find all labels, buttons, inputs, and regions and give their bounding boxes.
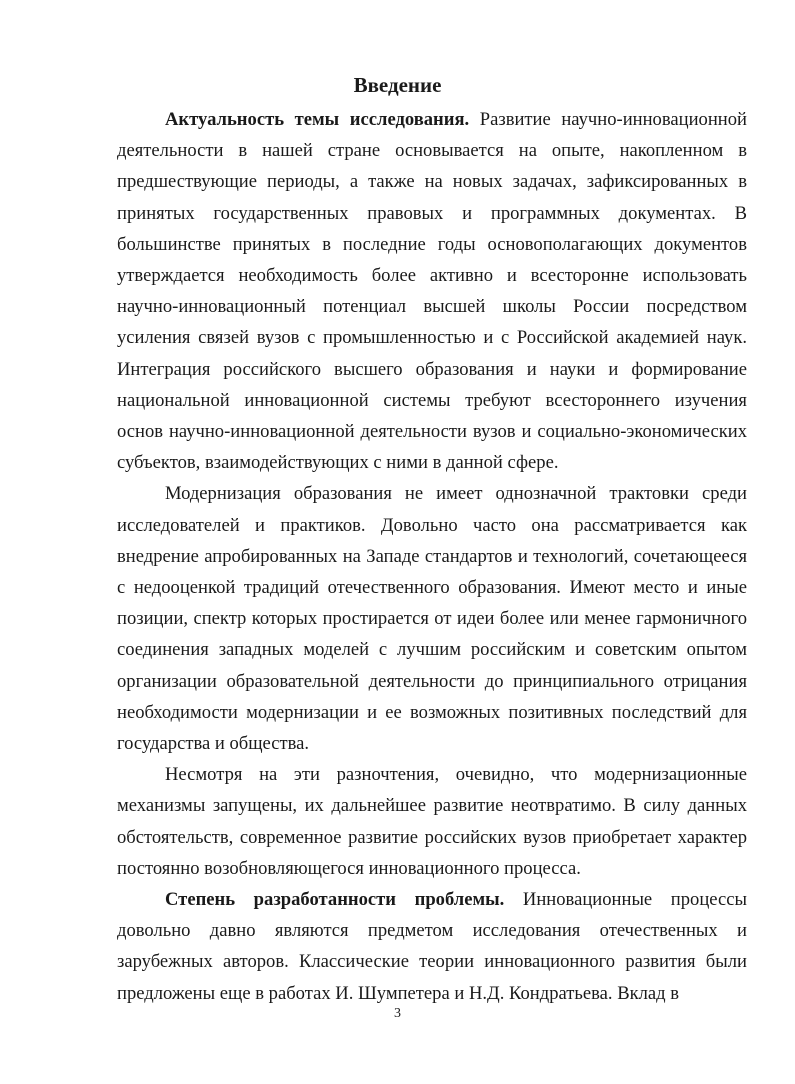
paragraph-mechanisms — [117, 759, 747, 884]
paragraph-degree-of-development — [117, 884, 747, 1009]
page-title: Введение — [353, 73, 442, 97]
paragraph-text: Инновационные процессы довольно давно являются предметом исследования отечественных и зарубежных авторов. Классические теории инновационного развития были предложены еще в работах И. Шумпетера и Н.Д. Кондратьева. Вклад в — [117, 889, 747, 1004]
document-body — [117, 104, 747, 1009]
paragraph-lead: Актуальность темы исследования. — [165, 109, 470, 130]
paragraph-text: Модернизация образования не имеет однозначной трактовки среди исследователей и практиков. Довольно часто она рассматривается как внедрение апробированных на Западе стандартов и технологий, сочетающееся с недооценкой традиций отечественного образования. Имеют место и иные позиции, спектр которых простирается от идеи более или менее гармоничного соединения западных моделей с лучшим российским и советским опытом организации образовательной деятельности до принципиального отрицания необходимости модернизации и ее возможных позитивных последствий для государства и общества. — [117, 483, 747, 755]
paragraph-text: Развитие научно-инновационной деятельности в нашей стране основывается на опыте, накопленном в предшествующие периоды, а также на новых задачах, зафиксированных в принятых государственных правовых и программных документах. В большинстве принятых в последние годы основополагающих документов утверждается необходимость более активно и всесторонне использовать научно-инновационный потенциал высшей школы России посредством усиления связей вузов с промышленностью и с Российской академией наук. Интеграция российского высшего образования и науки и формирование национальной инновационной системы требуют всестороннего изучения основ научно-инновационной деятельности вузов и социально-экономических субъектов, взаимодействующих с ними в данной сфере. — [117, 109, 747, 474]
paragraph-lead: Степень разработанности проблемы. — [165, 889, 505, 911]
paragraph-text: Несмотря на эти разночтения, очевидно, что модернизационные механизмы запущены, их дальнейшее развитие неотвратимо. В силу данных обстоятельств, современное развитие российских вузов приобретает характер постоянно возобновляющегося инновационного процесса. — [117, 764, 747, 879]
paragraph-relevance — [117, 104, 747, 478]
paragraph-modernization — [117, 478, 747, 759]
page-number: 3 — [394, 1006, 401, 1021]
